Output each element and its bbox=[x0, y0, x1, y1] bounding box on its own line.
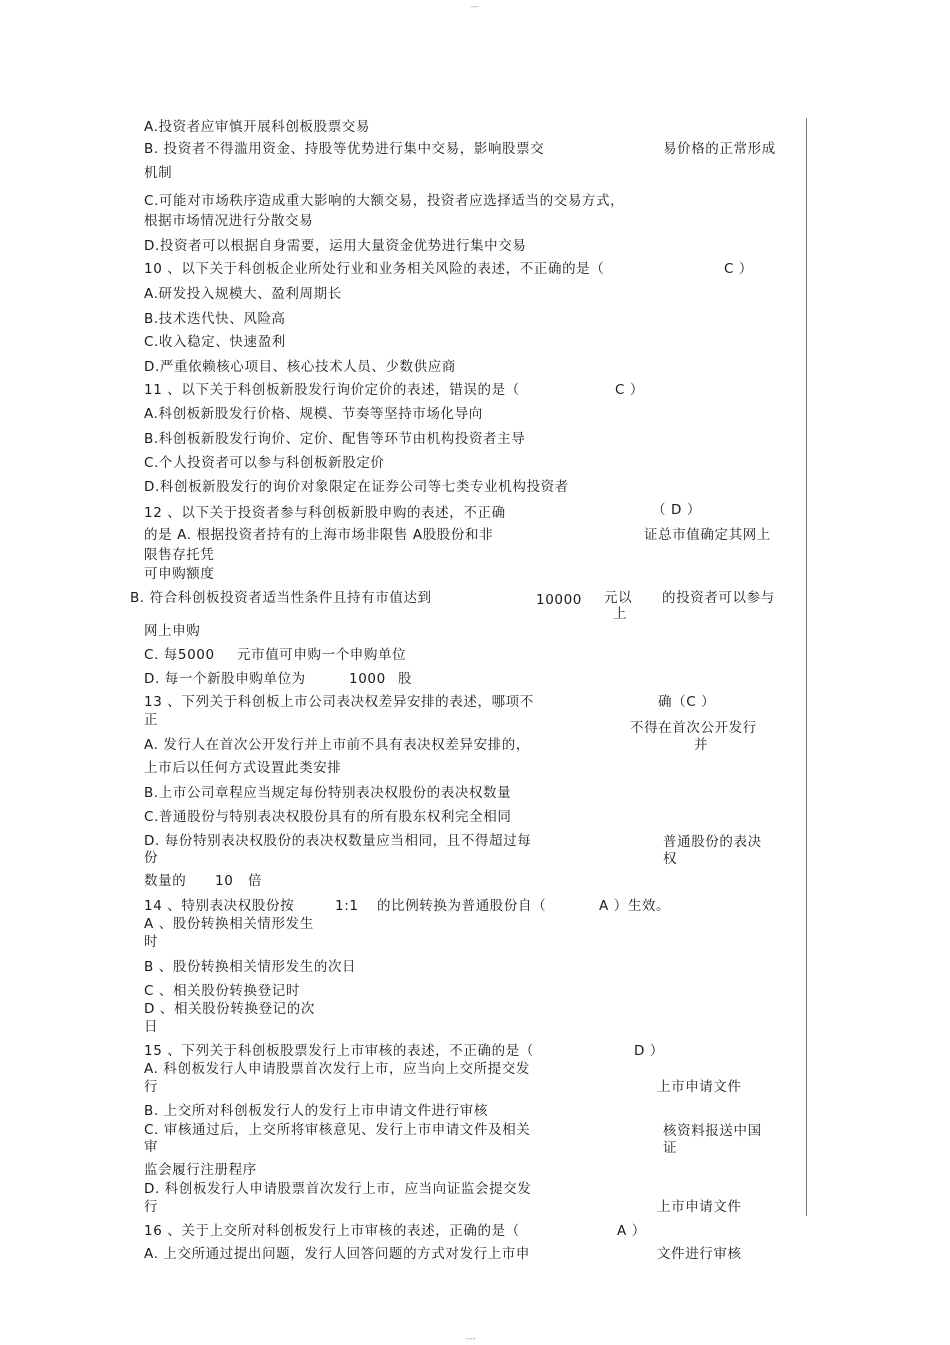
option-a-q12-wrap1: 限售存托凭 bbox=[144, 547, 215, 563]
option-d-q13-cont2: 权 bbox=[663, 851, 678, 867]
option-a-q12-cont: 证总市值确定其网上 bbox=[644, 527, 771, 543]
option-b-q12-unit-wrap: 上 bbox=[613, 606, 628, 622]
option-d-q13: D. 每份特别表决权股份的表决权数量应当相同，且不得超过每 bbox=[144, 833, 532, 849]
question-13: 13 、下列关于科创板上市公司表决权差异安排的表述，哪项不 bbox=[144, 694, 534, 710]
option-c-q11: C.个人投资者可以参与科创板新股定价 bbox=[144, 455, 385, 471]
answer-11: C ） bbox=[615, 382, 645, 398]
answer-12: （ D ） bbox=[652, 502, 701, 518]
option-a-q10: A.研发投入规模大、盈利周期长 bbox=[144, 286, 342, 302]
option-b-q9-cont: 易价格的正常形成 bbox=[663, 141, 776, 157]
option-c-q15-wrap1: 审 bbox=[144, 1139, 159, 1155]
option-d-q13-wrap1: 份 bbox=[144, 850, 159, 866]
option-d-q14: D 、相关股份转换登记的次 bbox=[144, 1001, 315, 1017]
option-c-q14: C 、相关股份转换登记时 bbox=[144, 983, 300, 999]
answer-16: A ） bbox=[617, 1223, 646, 1239]
option-c-q15-wrap2: 监会履行注册程序 bbox=[144, 1162, 257, 1178]
option-b-q15: B. 上交所对科创板发行人的发行上市申请文件进行审核 bbox=[144, 1103, 488, 1119]
question-10: 10 、以下关于科创板企业所处行业和业务相关风险的表述，不正确的是（ bbox=[144, 261, 605, 277]
option-b-q14: B 、股份转换相关情形发生的次日 bbox=[144, 959, 357, 975]
option-a-q16-cont: 文件进行审核 bbox=[657, 1246, 742, 1262]
question-15: 15 、下列关于科创板股票发行上市审核的表述，不正确的是（ bbox=[144, 1043, 534, 1059]
option-c-q15: C. 审核通过后，上交所将审核意见、发行上市申请文件及相关 bbox=[144, 1122, 531, 1138]
option-a-q14-wrap: 时 bbox=[144, 934, 159, 950]
option-b-q12-amount: 10000 bbox=[536, 592, 582, 608]
option-c-q13: C.普通股份与特别表决权股份具有的所有股东权利完全相同 bbox=[144, 809, 512, 825]
option-d-q13-cont: 普通股份的表决 bbox=[663, 834, 762, 850]
option-c-q15-cont: 核资料报送中国 bbox=[663, 1123, 762, 1139]
option-a-q13-wrap: 上市后以任何方式设置此类安排 bbox=[144, 760, 342, 776]
option-b-q12: B. 符合科创板投资者适当性条件且持有市值达到 bbox=[130, 590, 432, 606]
question-14: 14 、特别表决权股份按 bbox=[144, 898, 295, 914]
option-d-q15-cont: 上市申请文件 bbox=[657, 1199, 742, 1215]
option-d-q13-number: 10 bbox=[215, 873, 234, 889]
option-a-q16: A. 上交所通过提出问题，发行人回答问题的方式对发行上市申 bbox=[144, 1246, 530, 1262]
option-a-q12-wrap2: 可申购额度 bbox=[144, 566, 215, 582]
option-d-q10: D.严重依赖核心项目、核心技术人员、少数供应商 bbox=[144, 359, 456, 375]
option-b-q12-unit: 元以 bbox=[604, 590, 633, 606]
question-12: 12 、以下关于投资者参与科创板新股申购的表述，不正确 bbox=[144, 505, 506, 521]
option-d-q9: D.投资者可以根据自身需要，运用大量资金优势进行集中交易 bbox=[144, 238, 527, 254]
answer-13: 确（C ） bbox=[658, 694, 716, 710]
option-d-q12: D. 每一个新股申购单位为 bbox=[144, 671, 306, 687]
answer-15: D ） bbox=[634, 1043, 664, 1059]
option-d-q15: D. 科创板发行人申请股票首次发行上市，应当向证监会提交发 bbox=[144, 1181, 532, 1197]
question-13-wrap: 正 bbox=[144, 712, 159, 728]
question-14-ratio: 1:1 bbox=[335, 898, 359, 914]
option-a-q15-wrap: 行 bbox=[144, 1079, 159, 1095]
option-b-q12-cont: 的投资者可以参与 bbox=[662, 590, 775, 606]
question-16: 16 、关于上交所对科创板发行上市审核的表述，正确的是（ bbox=[144, 1223, 520, 1239]
option-a-q9: A.投资者应审慎开展科创板股票交易 bbox=[144, 119, 370, 135]
option-b-q9-wrap: 机制 bbox=[144, 165, 173, 181]
option-b-q11: B.科创板新股发行询价、定价、配售等环节由机构投资者主导 bbox=[144, 431, 526, 447]
option-b-q13: B.上市公司章程应当规定每份特别表决权股份的表决权数量 bbox=[144, 785, 512, 801]
option-b-q10: B.技术迭代快、风险高 bbox=[144, 311, 286, 327]
option-c-q9-wrap: 根据市场情况进行分散交易 bbox=[144, 213, 314, 229]
option-c-q9: C.可能对市场秩序造成重大影响的大额交易，投资者应选择适当的交易方式， bbox=[144, 193, 625, 209]
header-mark: — bbox=[470, 2, 479, 12]
option-a-q14: A 、股份转换相关情形发生 bbox=[144, 916, 314, 932]
option-d-q15-wrap: 行 bbox=[144, 1199, 159, 1215]
option-d-q13-wrap2: 数量的 bbox=[144, 873, 187, 889]
option-c-q12-cont: 元市值可申购一个申购单位 bbox=[237, 647, 407, 663]
question-11: 11 、以下关于科创板新股发行询价定价的表述，错误的是（ bbox=[144, 382, 520, 398]
option-a-q12: 的是 A. 根据投资者持有的上海市场非限售 A股股份和非 bbox=[144, 527, 494, 543]
footer-mark: --- bbox=[466, 1334, 476, 1344]
option-a-q15-cont: 上市申请文件 bbox=[657, 1079, 742, 1095]
option-c-q10: C.收入稳定、快速盈利 bbox=[144, 334, 286, 350]
option-d-q14-wrap: 日 bbox=[144, 1019, 159, 1035]
option-b-q9: B. 投资者不得滥用资金、持股等优势进行集中交易，影响股票交 bbox=[144, 141, 545, 157]
right-margin-rule bbox=[806, 118, 807, 1216]
answer-10: C ） bbox=[724, 261, 754, 277]
option-d-q11: D.科创板新股发行的询价对象限定在证券公司等七类专业机构投资者 bbox=[144, 479, 569, 495]
option-d-q13-unit: 倍 bbox=[248, 873, 263, 889]
option-a-q13-cont: 不得在首次公开发行 bbox=[630, 720, 757, 736]
option-a-q13: A. 发行人在首次公开发行并上市前不具有表决权差异安排的， bbox=[144, 737, 530, 753]
option-a-q15: A. 科创板发行人申请股票首次发行上市，应当向上交所提交发 bbox=[144, 1061, 530, 1077]
option-a-q13-cont2: 并 bbox=[694, 737, 709, 753]
option-d-q12-unit: 股 bbox=[398, 671, 413, 687]
option-a-q11: A.科创板新股发行价格、规模、节奏等坚持市场化导向 bbox=[144, 406, 483, 422]
option-d-q12-amount: 1000 bbox=[349, 671, 386, 687]
option-b-q12-wrap: 网上申购 bbox=[144, 623, 201, 639]
question-14-cont: 的比例转换为普通股份自（ bbox=[377, 898, 547, 914]
answer-14: A ）生效。 bbox=[599, 898, 671, 914]
option-c-q15-cont2: 证 bbox=[663, 1140, 678, 1156]
option-c-q12: C. 每5000 bbox=[144, 647, 215, 663]
